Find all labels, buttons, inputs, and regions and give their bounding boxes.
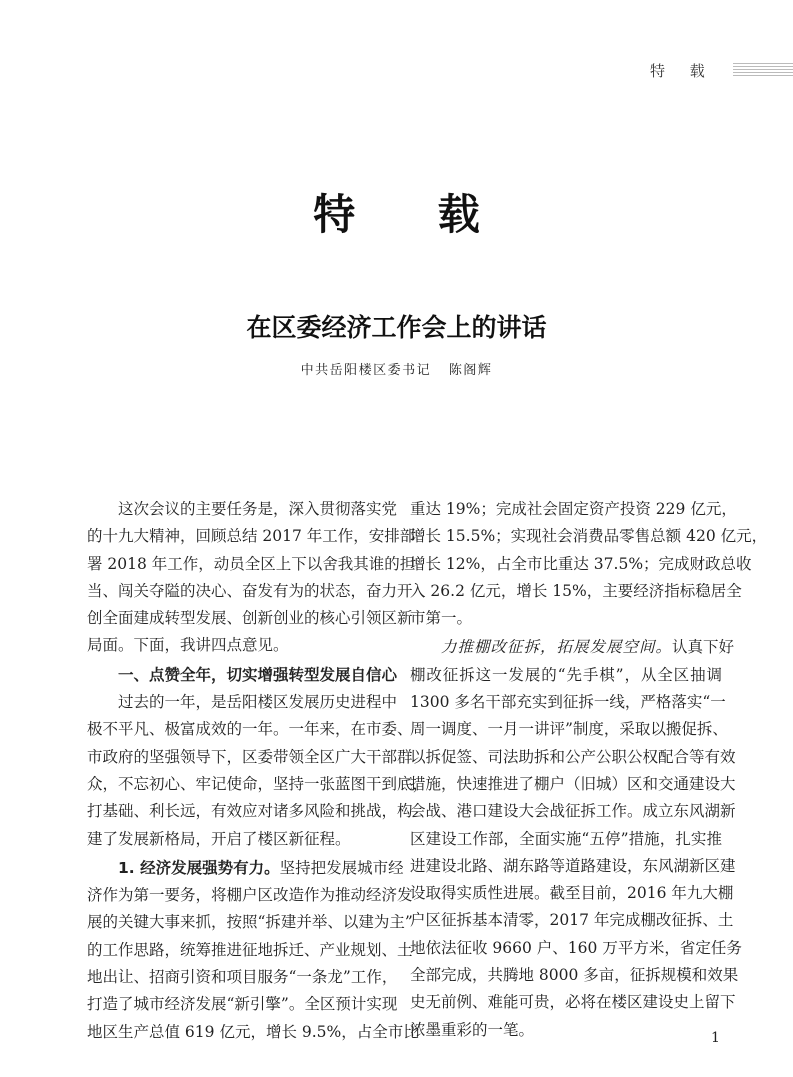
text-line bbox=[410, 907, 734, 934]
line-text: 增长 12%，占全市比重达 37.5%；完成财政总收 bbox=[410, 554, 752, 573]
line-text: 1300 多名干部充实到征拆一线，严格落实“一 bbox=[410, 693, 726, 712]
line-text: 的工作思路，统筹推进征地拆迁、产业规划、土 bbox=[87, 940, 413, 959]
text-line bbox=[87, 689, 398, 716]
text-line bbox=[410, 523, 768, 550]
paragraph bbox=[87, 496, 416, 660]
text-line bbox=[410, 826, 722, 853]
text-line bbox=[87, 1019, 419, 1046]
paragraph-lead: 1. 经济发展强势有力。 bbox=[118, 858, 280, 877]
line-text: 设取得实质性进展。截至目前，2016 年九大棚 bbox=[410, 884, 734, 903]
text-line bbox=[87, 551, 416, 578]
line-text: 打基础、利长远，有效应对诸多风险和挑战，构 bbox=[87, 802, 413, 821]
text-line bbox=[410, 744, 736, 771]
text-line bbox=[87, 632, 393, 659]
paragraph bbox=[410, 634, 742, 1043]
line-text: 打造了城市经济发展“新引擎”。全区预计实现 bbox=[87, 995, 398, 1014]
running-header: 特 载 bbox=[650, 62, 715, 80]
text-line bbox=[87, 855, 404, 882]
text-line bbox=[87, 496, 398, 523]
line-text: 全部完成，共腾地 8000 多亩，征拆规模和效果 bbox=[410, 966, 739, 985]
line-text: 区建设工作部，全面实施“五停”措施，扎实推 bbox=[410, 829, 722, 848]
left-column bbox=[87, 496, 429, 1048]
text-line bbox=[87, 909, 413, 936]
article-title: 在区委经济工作会上的讲话 bbox=[246, 313, 547, 342]
line-text: 浓墨重彩的一笔。 bbox=[410, 1020, 535, 1039]
text-line bbox=[410, 605, 722, 632]
text-line bbox=[410, 989, 736, 1016]
line-text: 增长 15.5%；实现社会消费品零售总额 420 亿元， bbox=[410, 527, 768, 546]
text-line bbox=[410, 496, 737, 523]
line-text: 户区征拆基本清零，2017 年完成棚改征拆、土 bbox=[410, 911, 734, 930]
paragraph-lead: 力推棚改征拆，拓展发展空间。 bbox=[441, 638, 673, 657]
author-name: 陈阁辉 bbox=[448, 363, 493, 378]
line-text: 极不平凡、极富成效的一年。一年来，在市委、 bbox=[87, 720, 413, 739]
text-line bbox=[87, 937, 413, 964]
text-line bbox=[410, 771, 736, 798]
line-text: 认真下好 bbox=[672, 638, 735, 657]
text-line bbox=[87, 798, 413, 825]
line-text: 地区生产总值 619 亿元，增长 9.5%，占全市比 bbox=[87, 1022, 419, 1041]
text-line bbox=[87, 744, 413, 771]
text-line bbox=[87, 882, 413, 909]
text-line bbox=[87, 605, 413, 632]
text-line bbox=[410, 798, 736, 825]
line-text: 济作为第一要务，将棚户区改造作为推动经济发 bbox=[87, 886, 413, 905]
text-line bbox=[410, 962, 739, 989]
line-text: 会战、港口建设大会战征拆工作。成立东风湖新 bbox=[410, 802, 736, 821]
page-number: 1 bbox=[711, 1030, 720, 1046]
line-text: 建了发展新格局，开启了楼区新征程。 bbox=[87, 829, 351, 848]
text-line bbox=[410, 689, 726, 716]
line-text: 展的关键大事来抓，按照“拆建并举、以建为主” bbox=[87, 913, 413, 932]
line-text: 过去的一年，是岳阳楼区发展历史进程中 bbox=[118, 693, 398, 712]
line-text: 的十九大精神，回顾总结 2017 年工作，安排部 bbox=[87, 527, 416, 546]
line-text: 坚持把发展城市经 bbox=[279, 858, 404, 877]
line-text: 局面。下面，我讲四点意见。 bbox=[87, 636, 289, 655]
text-line bbox=[410, 935, 742, 962]
author-position: 中共岳阳楼区委书记 bbox=[300, 363, 432, 378]
paragraph bbox=[87, 855, 419, 1046]
text-line bbox=[87, 826, 393, 853]
text-line bbox=[410, 551, 752, 578]
text-line bbox=[87, 991, 398, 1018]
text-line bbox=[410, 853, 736, 880]
text-line bbox=[87, 964, 398, 991]
line-text: 署 2018 年工作，动员全区上下以舍我其谁的担 bbox=[87, 554, 416, 573]
line-text: 措施，快速推进了棚户（旧城）区和交通建设大 bbox=[410, 774, 736, 793]
text-line bbox=[87, 771, 429, 798]
line-text: 周一调度、一月一讲评”制度，采取以搬促拆、 bbox=[410, 720, 728, 739]
text-line bbox=[87, 578, 413, 605]
text-line bbox=[410, 662, 722, 689]
paragraph bbox=[410, 496, 768, 632]
text-line bbox=[410, 716, 728, 743]
line-text: 史无前例、难能可贵，必将在楼区建设史上留下 bbox=[410, 993, 736, 1012]
right-column bbox=[410, 496, 768, 1046]
line-text: 进建设北路、湖东路等道路建设，东风湖新区建 bbox=[410, 856, 736, 875]
line-text: 地依法征收 9660 户、160 万平方米，省定任务 bbox=[410, 938, 742, 957]
line-text: 这次会议的主要任务是，深入贯彻落实党 bbox=[118, 500, 398, 518]
paragraph bbox=[87, 689, 429, 853]
line-text: 创全面建成转型发展、创新创业的核心引领区新 bbox=[87, 609, 413, 628]
line-text: 市政府的坚强领导下，区委带领全区广大干部群 bbox=[87, 747, 413, 766]
line-text: 地出让、招商引资和项目服务“一条龙”工作， bbox=[87, 968, 398, 987]
author-byline bbox=[0, 359, 793, 378]
text-line bbox=[410, 578, 742, 605]
line-text: 入 26.2 亿元，增长 15%，主要经济指标稳居全 bbox=[410, 581, 742, 600]
line-text: 当、闯关夺隘的决心、奋发有为的状态，奋力开 bbox=[87, 581, 413, 600]
line-text: 众，不忘初心、牢记使命，坚持一张蓝图干到底， bbox=[87, 774, 429, 793]
line-text: 以拆促签、司法助拆和公产公职公权配合等有效 bbox=[410, 747, 736, 766]
line-text: 市第一。 bbox=[410, 609, 473, 628]
text-line bbox=[410, 634, 735, 661]
text-line bbox=[87, 716, 413, 743]
text-line bbox=[87, 523, 416, 550]
section-heading: 一、点赞全年，切实增强转型发展自信心 bbox=[118, 665, 398, 684]
text-line bbox=[410, 880, 734, 907]
text-line bbox=[410, 1017, 722, 1044]
line-text: 重达 19%；完成社会固定资产投资 229 亿元， bbox=[410, 500, 737, 518]
line-text: 棚改征拆这一发展的“先手棋”，从全区抽调 bbox=[410, 665, 722, 684]
section-title: 特 载 bbox=[313, 190, 514, 239]
header-rule-decoration bbox=[733, 63, 793, 77]
